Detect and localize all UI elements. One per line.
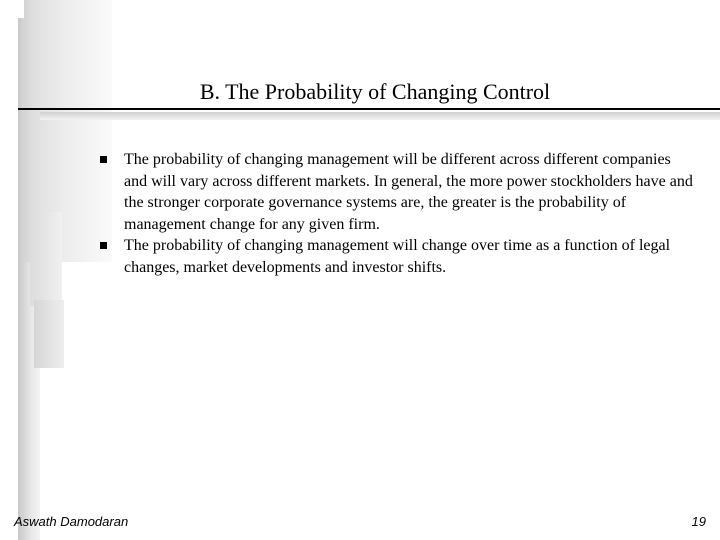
title-underline-shadow xyxy=(40,112,720,120)
page-number: 19 xyxy=(691,514,706,529)
bullet-list xyxy=(96,149,696,278)
square-bullet-icon xyxy=(100,156,107,163)
bullet-item xyxy=(96,149,696,235)
bullet-text: The probability of changing management will change over time as a function of legal changes, market developments and investor shifts. xyxy=(124,237,671,276)
footer-author: Aswath Damodaran xyxy=(14,514,129,529)
title-rule xyxy=(18,108,720,110)
bullet-item xyxy=(96,235,696,278)
slide-title: B. The Probability of Changing Control xyxy=(199,79,551,104)
square-bullet-icon xyxy=(100,242,107,249)
bullet-text: The probability of changing management will be different across different companies and will vary across different markets. In general, the more power stockholders have and the stronger corporate governance systems are, the greater is the probability of management change for any given firm. xyxy=(124,151,693,233)
decorative-bar xyxy=(34,300,64,368)
